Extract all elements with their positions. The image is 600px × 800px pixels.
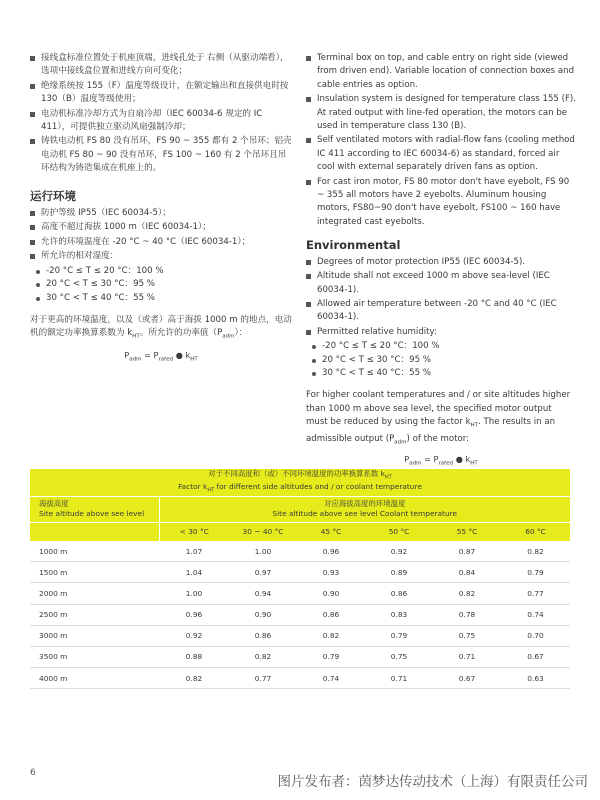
- publisher-credit: 图片发布者：茵梦达传动技术（上海）有限责任公司: [277, 774, 588, 790]
- factor-cell: 0.67: [501, 646, 570, 667]
- factor-cell: 0.88: [159, 646, 229, 667]
- factor-cell: 0.79: [501, 562, 570, 583]
- factor-cell: 0.67: [433, 668, 501, 689]
- table-title: [30, 469, 570, 496]
- factor-cell: 0.89: [365, 562, 433, 583]
- cn-environment-list: [30, 207, 292, 264]
- en-environment-heading: Environmental: [306, 238, 401, 253]
- factor-cell: 0.75: [433, 625, 501, 646]
- list-item: 所允许的相对湿度：: [30, 250, 292, 263]
- altitude-cell: 4000 m: [30, 668, 159, 689]
- list-item: -20 °C ≤ T ≤ 20 °C：100 %: [306, 340, 576, 353]
- temperature-columns-row: [30, 522, 570, 541]
- left-column: [30, 52, 292, 376]
- temp-column-header: 30 ~ 40 °C: [242, 527, 284, 537]
- factor-cell: 1.07: [159, 541, 229, 562]
- list-item: 绝缘系统按 155（F）温度等级设计，在额定输出和直接供电时按 130（B）温度等级使用；: [30, 80, 292, 107]
- factor-cell: 0.96: [159, 604, 229, 625]
- altitude-cell: 1500 m: [30, 562, 159, 583]
- factor-cell: 0.87: [433, 541, 501, 562]
- factor-cell: 0.97: [229, 562, 297, 583]
- cn-derating-paragraph: 对于更高的环境温度，以及（或者）高于海拔 1000 m 的地点，电动机的额定功率换算系数为 $k_{HT}$。所允许的功率值$(P_{adm})$：: [30, 314, 292, 341]
- list-item: Terminal box on top, and cable entry on right side (viewed from driven end). Variable location of connection boxes and cable entries as option.: [306, 52, 576, 92]
- table-row: [30, 625, 570, 646]
- factor-cell: 0.90: [297, 583, 365, 604]
- table-title-row: [30, 469, 570, 496]
- list-item: Permitted relative humidity:: [306, 326, 576, 339]
- list-item: 高度不超过海拔 1000 m（IEC 60034-1）；: [30, 221, 292, 234]
- factor-cell: 0.84: [433, 562, 501, 583]
- altitude-cell: 3000 m: [30, 625, 159, 646]
- table-row: [30, 583, 570, 604]
- en-environment-list: [306, 256, 576, 339]
- factor-cell: 0.82: [159, 668, 229, 689]
- factor-cell: 1.00: [159, 583, 229, 604]
- list-item: 接线盒标准位置处于机座顶端，进线孔处于 右侧（从驱动端看），选项中接线盒位置和进线方向可变化；: [30, 52, 292, 79]
- temp-column-header: < 30 °C: [159, 522, 229, 541]
- list-item: 铸铁电动机 FS 80 没有吊环，FS 90 ~ 355 都有 2 个吊环；铝壳电动机 FS 80 ~ 90 没有吊环，FS 100 ~ 160 有 2 个吊环且吊环结构为铸造集成在机座上的。: [30, 135, 292, 175]
- table-row: [30, 668, 570, 689]
- factor-cell: 0.77: [229, 668, 297, 689]
- table-header-row: [30, 496, 570, 522]
- altitude-header: 海拔高度 Site altitude above see level: [30, 496, 159, 522]
- cn-humidity-list: [30, 265, 292, 305]
- list-item: -20 °C ≤ T ≤ 20 °C：100 %: [30, 265, 292, 278]
- factor-cell: 0.74: [501, 604, 570, 625]
- factor-cell: 0.83: [365, 604, 433, 625]
- list-item: Degrees of motor protection IP55 (IEC 60034-5).: [306, 256, 576, 269]
- factor-cell: 0.90: [229, 604, 297, 625]
- table-row: [30, 541, 570, 562]
- factor-cell: 0.94: [229, 583, 297, 604]
- temp-column-header: 45 °C: [320, 527, 342, 537]
- factor-cell: 0.79: [365, 625, 433, 646]
- list-item: Insulation system is designed for temperature class 155 (F). At rated output with line-fed operation, the motors can be used in temperature class 130 (B).: [306, 93, 576, 133]
- factor-cell: 0.86: [297, 604, 365, 625]
- list-item: For cast iron motor, FS 80 motor don't have eyebolt, FS 90 ~ 355 all motors have 2 eyebolts. Aluminum housing motors, FS80~90 don't have eyebolt, FS100 ~ 160 have integrated cast eyebolts.: [306, 176, 576, 230]
- en-formula: $P_{adm} = P_{rated}$ ● $k_{HT}$: [404, 454, 478, 468]
- table-row: [30, 604, 570, 625]
- factor-cell: 0.93: [297, 562, 365, 583]
- factor-cell: 0.92: [159, 625, 229, 646]
- factor-cell: 1.04: [159, 562, 229, 583]
- factor-cell: 0.78: [433, 604, 501, 625]
- factor-cell: 0.70: [501, 625, 570, 646]
- cn-environment-heading: 运行环境: [30, 188, 76, 203]
- list-item: Allowed air temperature between -20 °C and 40 °C (IEC 60034-1).: [306, 298, 576, 325]
- factor-cell: 0.71: [365, 668, 433, 689]
- table-title-en: Factor $k_{HT}$ for different side altitudes and / or coolant temperature: [178, 482, 422, 494]
- list-item: 电动机标准冷却方式为自扇冷却（IEC 60034-6 规定的 IC 411），可提供独立驱动风扇强制冷却；: [30, 108, 292, 135]
- en-humidity-list: [306, 340, 576, 380]
- list-item: 30 °C < T ≤ 40 °C：55 %: [30, 292, 292, 305]
- factor-cell: 0.82: [297, 625, 365, 646]
- table-row: [30, 646, 570, 667]
- temp-column-header: 55 °C: [456, 527, 478, 537]
- derating-factor-table: [30, 469, 570, 689]
- factor-cell: 0.86: [229, 625, 297, 646]
- right-column: [306, 52, 576, 480]
- factor-cell: 0.92: [365, 541, 433, 562]
- factor-cell: 0.63: [501, 668, 570, 689]
- temperature-header: 对应海拔高度的环境温度 Site altitude above see level Coolant temperature: [159, 496, 570, 522]
- en-derating-paragraph: For higher coolant temperatures and / or site altitudes higher than 1000 m above sea level, the specified motor output must be reduced by using the factor $k_{HT}$. The results in an admissible output $(P_{adm})$ of the motor:: [306, 390, 571, 446]
- list-item: 20 °C < T ≤ 30 °C：95 %: [30, 278, 292, 291]
- list-item: 20 °C < T ≤ 30 °C：95 %: [306, 354, 576, 367]
- factor-cell: 0.71: [433, 646, 501, 667]
- cn-feature-list: [30, 52, 292, 176]
- list-item: 防护等级 IP55（IEC 60034-5）；: [30, 207, 292, 220]
- altitude-cell: 2000 m: [30, 583, 159, 604]
- factor-cell: 0.77: [501, 583, 570, 604]
- factor-cell: 0.86: [365, 583, 433, 604]
- list-item: 允许的环境温度在 -20 °C ~ 40 °C（IEC 60034-1）；: [30, 236, 292, 249]
- list-item: 30 °C < T ≤ 40 °C：55 %: [306, 367, 576, 380]
- factor-cell: 0.79: [297, 646, 365, 667]
- factor-cell: 0.96: [297, 541, 365, 562]
- factor-cell: 0.82: [501, 541, 570, 562]
- factor-cell: 0.75: [365, 646, 433, 667]
- factor-cell: 0.74: [297, 668, 365, 689]
- empty-header-cell: [30, 522, 159, 541]
- factor-cell: 0.82: [229, 646, 297, 667]
- page-number: 6: [30, 768, 36, 778]
- factor-cell: 0.82: [433, 583, 501, 604]
- table-title-cn: 对于不同高度和（或）不同环境温度的功率换算系数 $k_{HT}$: [208, 469, 392, 481]
- factor-cell: 1.00: [229, 541, 297, 562]
- cn-formula: $P_{adm} = P_{rated}$ ● $k_{HT}$: [124, 350, 198, 364]
- altitude-cell: 1000 m: [30, 541, 159, 562]
- altitude-cell: 2500 m: [30, 604, 159, 625]
- altitude-cell: 3500 m: [30, 646, 159, 667]
- list-item: Altitude shall not exceed 1000 m above sea-level (IEC 60034-1).: [306, 270, 576, 297]
- temp-column-header: 60 °C: [525, 527, 546, 537]
- list-item: Self ventilated motors with radial-flow fans (cooling method IC 411 according to IEC 60034-6) as standard, forced air cool with external separately driven fans as option.: [306, 134, 576, 174]
- table-row: [30, 562, 570, 583]
- en-feature-list: [306, 52, 576, 229]
- temp-column-header: 50 °C: [388, 527, 410, 537]
